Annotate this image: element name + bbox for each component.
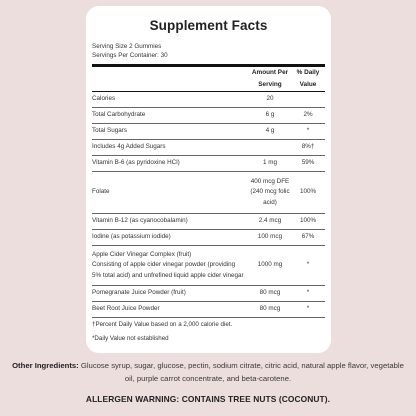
serving-size: Serving Size 2 Gummies — [92, 43, 162, 50]
ingredients-label: Other Ingredients: — [12, 361, 79, 370]
servings-per-container: Servings Per Container: 30 — [92, 51, 168, 59]
table-row: Total Carbohydrate 6 g 2% — [92, 108, 325, 124]
amount-header: Amount Per Serving — [249, 67, 291, 92]
facts-table — [92, 67, 325, 318]
other-ingredients — [8, 360, 408, 385]
footnote-not-established: *Daily Value not established — [92, 335, 169, 342]
table-row: Vitamin B-6 (as pyridoxine HCl) 1 mg 59% — [92, 156, 325, 172]
table-row: Pomegranate Juice Powder (fruit) 80 mcg * — [92, 286, 325, 302]
table-row-acv-complex: Apple Cider Vinegar Complex (fruit) Consisting of apple cider vinegar powder (providing 5% total acid) and unfrefined liquid apple cider vinegar 1000 mg * — [92, 246, 325, 286]
table-row: Vitamin B-12 (as cyanocobalamin) 2.4 mcg 100% — [92, 214, 325, 230]
panel-title: Supplement Facts — [149, 18, 268, 33]
table-row: Folate 400 mcg DFE (240 mcg folic acid) 100% — [92, 172, 325, 214]
ingredients-text: Glucose syrup, sugar, glucose, pectin, sodium citrate, citric acid, natural apple flavor, vegetable oil, purple carrot concentrate, and beta-carotene. — [78, 361, 404, 383]
supplement-facts-panel — [86, 6, 331, 353]
table-header — [92, 67, 325, 92]
table-row: Total Sugars 4 g * — [92, 124, 325, 140]
footnote-daily-value: †Percent Daily Value based on a 2,000 calorie diet. — [92, 321, 233, 328]
table-row: Beet Root Juice Powder 80 mcg * — [92, 302, 325, 318]
table-row: Calories 20 — [92, 92, 325, 108]
table-row: Iodine (as potassium iodide) 100 mcg 67% — [92, 230, 325, 246]
allergen-warning: ALLERGEN WARNING: CONTAINS TREE NUTS (COCONUT). — [85, 394, 331, 404]
table-row: Includes 4g Added Sugars 8%† — [92, 140, 325, 156]
daily-value-header: % Daily Value — [291, 67, 325, 92]
